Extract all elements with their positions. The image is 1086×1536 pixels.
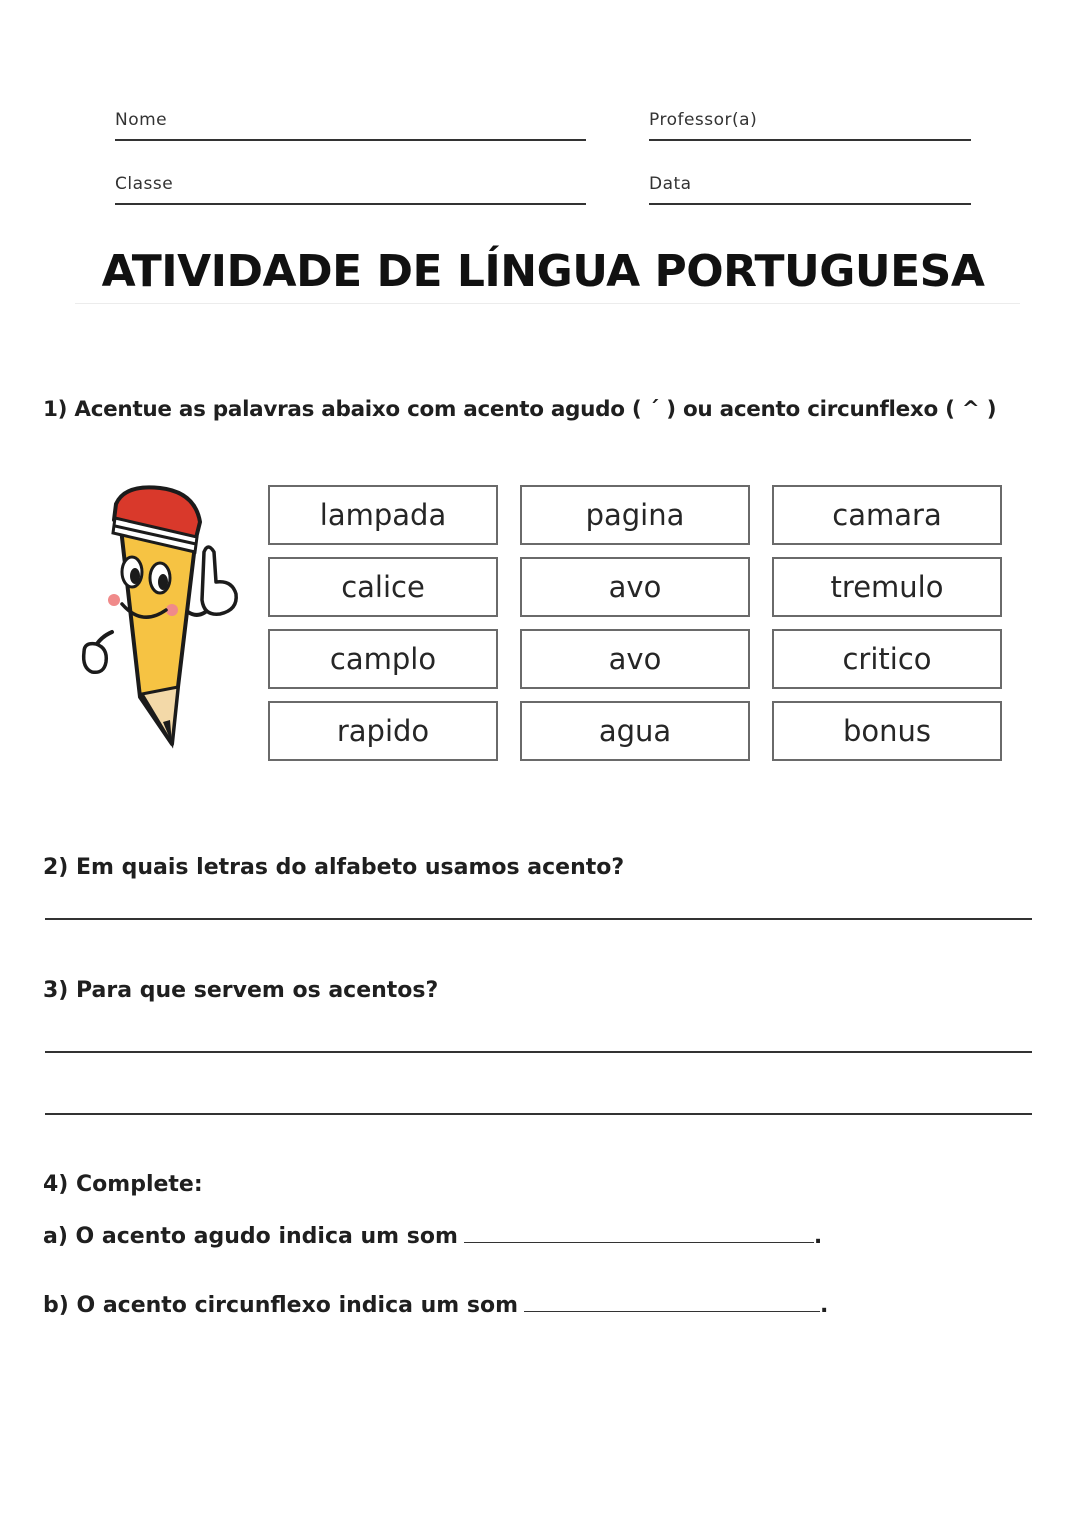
question-4b bbox=[43, 1293, 828, 1318]
word-box[interactable]: calice bbox=[268, 557, 498, 617]
question-4a bbox=[43, 1224, 822, 1249]
question-4a-text: a) O acento agudo indica um som bbox=[43, 1224, 458, 1249]
word-box[interactable]: agua bbox=[520, 701, 750, 761]
question-1: 1) Acentue as palavras abaixo com acento agudo ( ´ ) ou acento circunflexo ( ^ ) bbox=[43, 397, 997, 422]
fill-blank-4a[interactable] bbox=[464, 1224, 814, 1243]
question-4: 4) Complete: bbox=[43, 1172, 203, 1197]
word-grid bbox=[268, 485, 1002, 761]
word-box[interactable]: avo bbox=[520, 629, 750, 689]
date-label: Data bbox=[649, 174, 692, 194]
page-title: ATIVIDADE DE LÍNGUA PORTUGUESA bbox=[101, 246, 985, 297]
fill-blank-4b[interactable] bbox=[524, 1293, 820, 1312]
period: . bbox=[813, 1224, 823, 1249]
question-2: 2) Em quais letras do alfabeto usamos acento? bbox=[43, 855, 625, 880]
period: . bbox=[820, 1293, 829, 1318]
teacher-line bbox=[649, 139, 971, 141]
question-4b-text: b) O acento circunflexo indica um som bbox=[43, 1293, 518, 1318]
answer-line-2[interactable] bbox=[45, 918, 1032, 920]
name-label: Nome bbox=[115, 110, 168, 130]
teacher-field[interactable] bbox=[649, 110, 971, 144]
word-box[interactable]: bonus bbox=[772, 701, 1002, 761]
answer-line-3b[interactable] bbox=[45, 1113, 1032, 1115]
word-box[interactable]: avo bbox=[520, 557, 750, 617]
class-field[interactable] bbox=[115, 174, 586, 208]
class-label: Classe bbox=[115, 174, 174, 194]
word-box[interactable]: lampada bbox=[268, 485, 498, 545]
divider bbox=[75, 303, 1020, 304]
class-line bbox=[115, 203, 586, 205]
question-3: 3) Para que servem os acentos? bbox=[43, 978, 439, 1003]
date-line bbox=[649, 203, 971, 205]
word-box[interactable]: tremulo bbox=[772, 557, 1002, 617]
answer-line-3a[interactable] bbox=[45, 1051, 1032, 1053]
word-box[interactable]: pagina bbox=[520, 485, 750, 545]
word-box[interactable]: critico bbox=[772, 629, 1002, 689]
date-field[interactable] bbox=[649, 174, 971, 208]
word-box[interactable]: rapido bbox=[268, 701, 498, 761]
word-box[interactable]: camplo bbox=[268, 629, 498, 689]
pencil-mascot-icon bbox=[80, 482, 245, 752]
name-line bbox=[115, 139, 586, 141]
name-field[interactable] bbox=[115, 110, 586, 144]
word-box[interactable]: camara bbox=[772, 485, 1002, 545]
teacher-label: Professor(a) bbox=[649, 110, 758, 130]
